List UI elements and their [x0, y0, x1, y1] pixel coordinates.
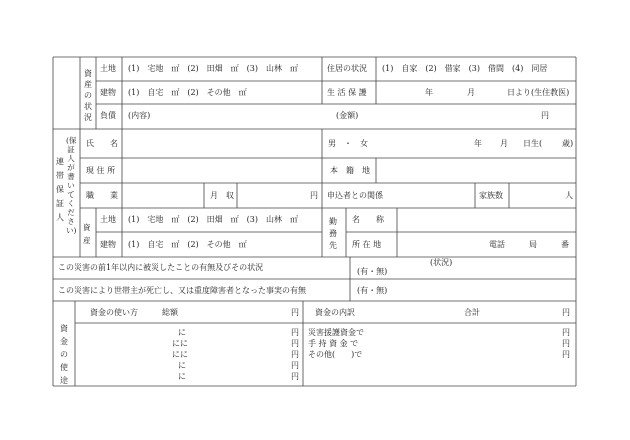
- funds-breakdown-row-3-yen: 円: [562, 350, 570, 359]
- guarantor-workplace-label: 勤務先: [329, 217, 337, 250]
- assets-section-label: 資産の状況: [84, 69, 92, 122]
- funds-breakdown-row-3-label: その他( )で: [308, 350, 363, 359]
- guarantor-section-label: 連帯保証人: [56, 157, 64, 222]
- funds-usage-row-5-yen: 円: [291, 372, 299, 381]
- guarantor-land-options: (1) 宅地 ㎡ (2) 田畑 ㎡ (3) 山林 ㎡: [128, 215, 298, 224]
- disaster-prev-answer: (有・無): [357, 267, 388, 276]
- debt-amount: (金額): [336, 111, 359, 120]
- welfare-month: 月: [467, 88, 475, 97]
- guarantor-assets-label: 資 産: [83, 223, 98, 245]
- funds-usage-label: 資金の使い方: [90, 308, 138, 317]
- funds-breakdown-row-2-yen: 円: [562, 339, 570, 348]
- guarantor-age: 歳): [562, 139, 574, 148]
- guarantor-family-label: 家族数: [479, 191, 503, 200]
- disaster-death-question: この災害により世帯主が死亡し、又は重度障害者となった事実の有無: [58, 286, 306, 295]
- funds-total-yen: 円: [291, 308, 299, 317]
- guarantor-name-label: 氏 名: [86, 139, 118, 148]
- guarantor-birth-day: 日生(: [523, 139, 543, 148]
- funds-breakdown-row-1-label: 災害援護資金で: [308, 328, 364, 337]
- welfare-since: 日より(生住教医): [507, 88, 570, 97]
- guarantor-birth-year: 年: [474, 139, 482, 148]
- guarantor-company-label: 名 称: [352, 215, 384, 224]
- guarantor-income-label: 月 収: [210, 191, 234, 200]
- funds-usage-row-4-prefix: に: [178, 361, 186, 370]
- welfare-year: 年: [425, 88, 433, 97]
- guarantor-family-unit: 人: [565, 191, 573, 200]
- funds-sum-label: 合計: [464, 308, 480, 317]
- funds-breakdown-row-1-yen: 円: [562, 328, 570, 337]
- assets-land-options: (1) 宅地 ㎡ (2) 田畑 ㎡ (3) 山林 ㎡: [128, 64, 298, 73]
- debt-content: (内容): [128, 111, 151, 120]
- funds-usage-row-5-prefix: に: [178, 372, 186, 381]
- funds-usage-row-3-yen: 円: [291, 350, 299, 359]
- guarantor-phone-label: 電話 局 番: [489, 240, 569, 249]
- assets-building-options: (1) 自宅 ㎡ (2) その他 ㎡: [128, 88, 247, 97]
- guarantor-occupation-label: 職 業: [86, 191, 118, 200]
- funds-total-label: 総額: [162, 308, 178, 317]
- disaster-prev-question: この災害の前1年以内に被災したことの有無及びその状況: [58, 263, 264, 272]
- assets-land-label: 土地: [100, 64, 116, 73]
- funds-sum-yen: 円: [562, 308, 570, 317]
- disaster-death-answer: (有・無): [357, 286, 388, 295]
- guarantor-land-label: 土地: [100, 215, 116, 224]
- guarantor-birth-month: 月: [500, 139, 508, 148]
- funds-usage-row-1-yen: 円: [291, 328, 299, 337]
- funds-section-label: 資金の使途: [60, 324, 68, 385]
- guarantor-relation-label: 申込者との関係: [327, 191, 383, 200]
- guarantor-note: (保証人が書いてください): [66, 136, 77, 235]
- funds-usage-row-3-prefix: にに: [172, 350, 188, 359]
- debt-yen: 円: [541, 111, 549, 120]
- funds-usage-row-2-yen: 円: [291, 339, 299, 348]
- guarantor-building-options: (1) 自宅 ㎡ (2) その他 ㎡: [128, 240, 247, 249]
- guarantor-gender: 男 ・ 女: [328, 139, 368, 148]
- guarantor-domicile-label: 本 籍 地: [330, 166, 370, 175]
- funds-breakdown-label: 資金の内訳: [315, 308, 355, 317]
- guarantor-income-yen: 円: [310, 191, 318, 200]
- funds-usage-row-2-prefix: にに: [172, 339, 188, 348]
- guarantor-address-label: 現 住 所: [86, 166, 116, 175]
- guarantor-building-label: 建物: [100, 240, 116, 249]
- guarantor-location-label: 所 在 地: [352, 240, 382, 249]
- residence-label: 住居の状況: [327, 64, 367, 73]
- residence-options: (1) 自家 (2) 借家 (3) 借間 (4) 同居: [382, 64, 548, 73]
- debt-label: 負債: [100, 111, 116, 120]
- funds-usage-row-1-prefix: に: [178, 328, 186, 337]
- disaster-prev-status: (状況): [430, 258, 453, 267]
- welfare-label: 生 活 保 護: [327, 88, 367, 97]
- funds-breakdown-row-2-label: 手 持 資 金 で: [308, 339, 359, 348]
- assets-building-label: 建物: [100, 88, 116, 97]
- funds-usage-row-4-yen: 円: [291, 361, 299, 370]
